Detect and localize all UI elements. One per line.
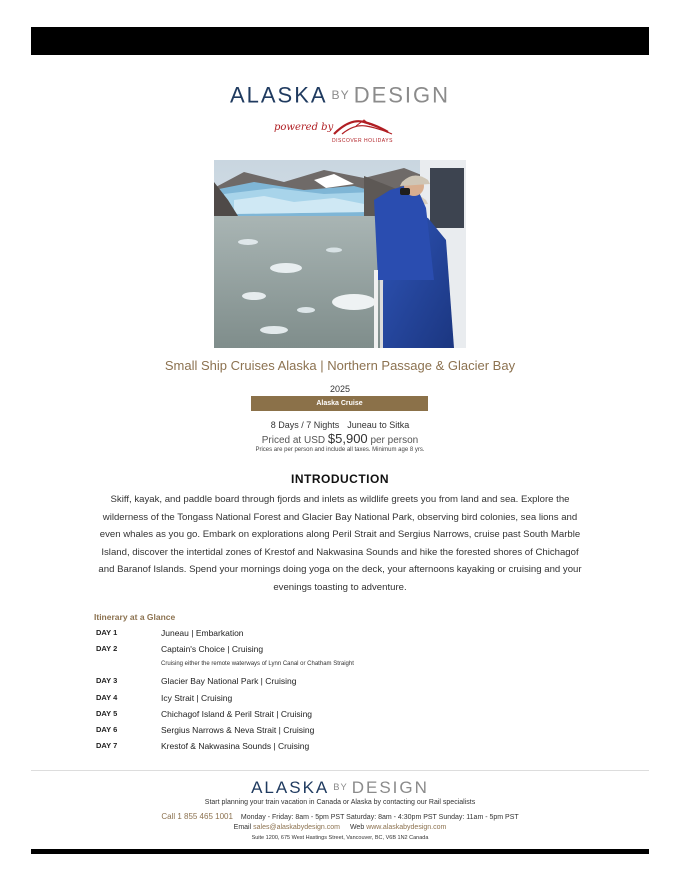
itinerary-day: DAY 7 (96, 741, 118, 750)
itinerary-day: DAY 3 (96, 676, 118, 685)
footer-logo (0, 777, 680, 798)
partner-swoosh-icon (332, 116, 396, 138)
itinerary-row (96, 725, 596, 737)
footer-hours: Monday - Friday: 8am - 5pm PST Saturday: 8am - 4:30pm PST Sunday: 11am - 5pm PST (240, 814, 519, 821)
intro-heading: INTRODUCTION (291, 472, 389, 486)
intro-body: Skiff, kayak, and paddle board through fjords and inlets as wildlife greets you from land and sea. Explore the wilderness of the Tongass National Forest and Glacier Bay National Park, observing bird colonies, sea lions and even whales as you go. Embark on explorations along Peril Strait and Sergius Narrows, cruise past South Marble Island, discover the intertidal zones of Krestof and Nakwasina Sounds and hike the forested shores of Chichagof and Baranof Islands. Spend your mornings doing yoga on the deck, your afternoons kayaking or cruising and your evenings toasting to adventure. (98, 494, 582, 593)
footer-logo-alaska: ALASKA (251, 777, 330, 797)
itinerary-day-note: Cruising either the remote waterways of Lynn Canal or Chatham Straight (161, 661, 354, 667)
price-note: Prices are per person and include all taxes. Minimum age 8 yrs. (255, 447, 425, 453)
footer-tagline: Start planning your train vacation in Canada or Alaska by contacting our Rail specialists (204, 799, 476, 806)
itinerary-row (96, 644, 596, 656)
footer-email-label: Email (233, 824, 252, 831)
itinerary-day-title: Captain's Choice | Cruising (161, 644, 264, 654)
price-suffix: per person (370, 435, 419, 446)
itinerary-row (96, 693, 596, 705)
footer-email-link[interactable]: sales@alaskabydesign.com (253, 824, 340, 831)
itinerary-day-title: Chichagof Island & Peril Strait | Cruising (161, 709, 313, 719)
powered-by-logo (272, 116, 402, 150)
price-prefix: Priced at USD (261, 435, 326, 446)
itinerary-day-title: Krestof & Nakwasina Sounds | Cruising (161, 741, 310, 751)
itinerary-heading: Itinerary at a Glance (94, 612, 176, 622)
price-value: $5,900 (327, 431, 368, 446)
itinerary-row (96, 741, 596, 753)
trip-type-badge: Alaska Cruise (251, 396, 428, 411)
itinerary-day: DAY 2 (96, 644, 118, 653)
footer-logo-by: BY (333, 782, 348, 792)
glacier-cruise-image (214, 160, 466, 348)
partner-name: DISCOVER HOLIDAYS (332, 138, 393, 144)
footer-divider (31, 770, 649, 771)
trip-duration: 8 Days / 7 Nights (270, 420, 340, 430)
itinerary-row (96, 676, 596, 688)
footer-web-link[interactable]: www.alaskabydesign.com (366, 824, 447, 831)
footer-logo-design: DESIGN (351, 777, 429, 797)
itinerary-day-title: Juneau | Embarkation (161, 628, 244, 638)
trip-price (0, 431, 680, 446)
itinerary-day-title: Sergius Narrows & Neva Strait | Cruising (161, 725, 315, 735)
powered-by-text: powered by (274, 122, 334, 133)
itinerary-day-title: Glacier Bay National Park | Cruising (161, 676, 297, 686)
bottom-banner-bar (31, 849, 649, 854)
brand-logo (0, 82, 680, 109)
trip-title: Small Ship Cruises Alaska | Northern Passage & Glacier Bay (164, 358, 516, 373)
footer-links (0, 824, 680, 831)
trip-route: Juneau to Sitka (347, 420, 410, 430)
footer-phone-link[interactable]: Call 1 855 465 1001 (161, 812, 233, 821)
top-banner-bar (31, 27, 649, 55)
footer-contact-hours (0, 812, 680, 821)
footer-address: Suite 1200, 675 West Hastings Street, Vancouver, BC, V6B 1N2 Canada (251, 835, 429, 841)
itinerary-row (96, 628, 596, 640)
trip-duration-route (0, 420, 680, 430)
footer-web-label: Web (349, 824, 365, 831)
logo-design: DESIGN (353, 82, 451, 108)
logo-alaska: ALASKA (229, 82, 328, 108)
itinerary-day: DAY 5 (96, 709, 118, 718)
itinerary-day: DAY 4 (96, 693, 118, 702)
hero-photo (214, 160, 466, 348)
trip-year: 2025 (329, 384, 351, 394)
itinerary-day: DAY 6 (96, 725, 118, 734)
logo-by: BY (331, 88, 350, 102)
itinerary-day: DAY 1 (96, 628, 118, 637)
itinerary-day-title: Icy Strait | Cruising (161, 693, 233, 703)
itinerary-row (96, 709, 596, 721)
